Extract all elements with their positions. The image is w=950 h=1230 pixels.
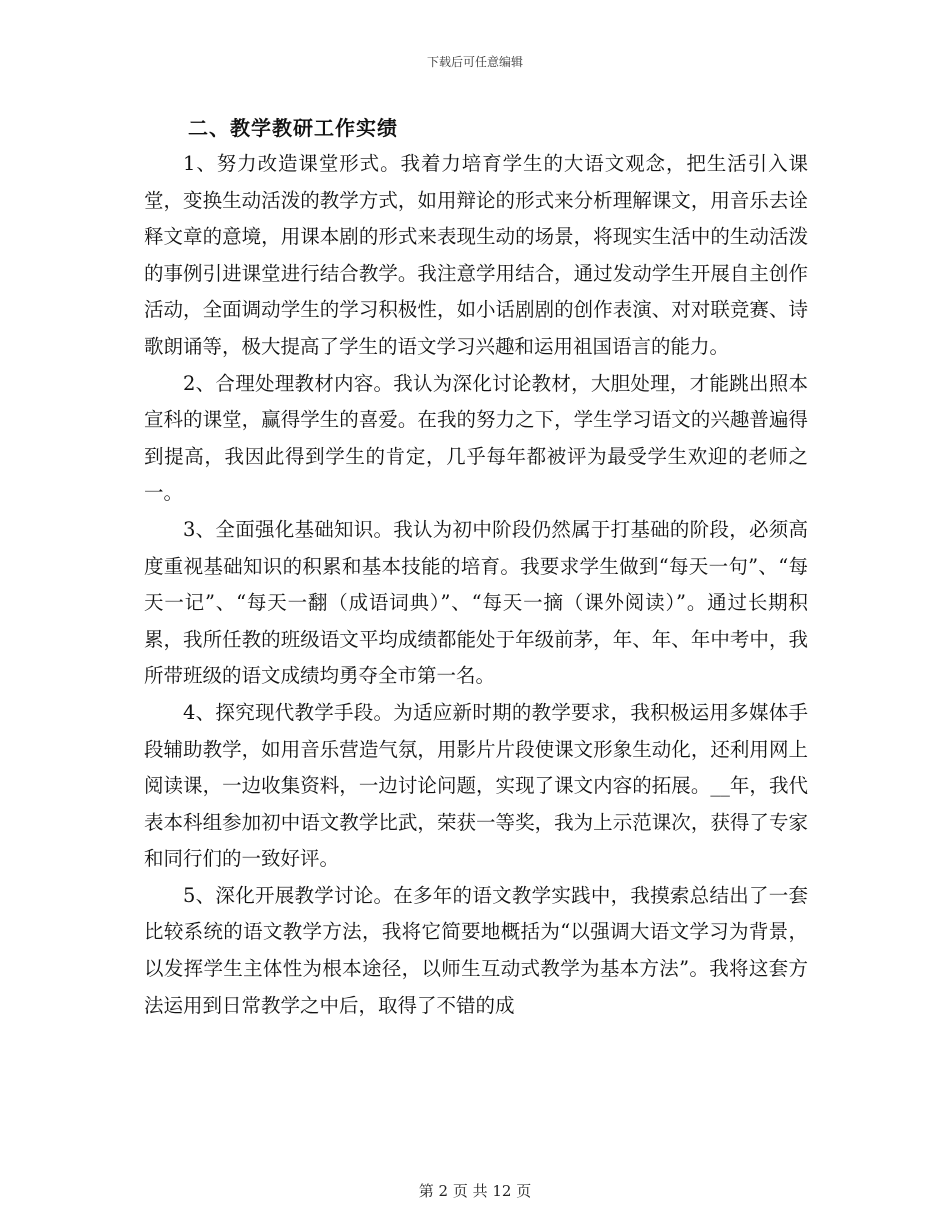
paragraph-3: 3、全面强化基础知识。我认为初中阶段仍然属于打基础的阶段，必须高度重视基础知识的积累和基本技能的培育。我要求学生做到“每天一句”、“每天一记”、“每天一翻（成语词典）”、“每天一摘（课外阅读）”。通过长期积累，我所任教的班级语文平均成绩都能处于年级前茅，年、年、年中考中，我所带班级的语文成绩均勇夺全市第一名。 (144, 517, 808, 688)
page-number: 第 2 页 共 12 页 (418, 1182, 532, 1200)
paragraph-4: 4、探究现代教学手段。为适应新时期的教学要求，我积极运用多媒体手段辅助教学，如用音乐营造气氛，用影片片段使课文形象生动化，还利用网上阅读课，一边收集资料，一边讨论问题，实现了课文内容的拓展。__年，我代表本科组参加初中语文教学比武，荣获一等奖，我为上示范课次，获得了专家和同行们的一致好评。 (144, 700, 808, 871)
page-header-note: 下载后可任意编辑 (426, 55, 523, 69)
paragraph-2: 2、合理处理教材内容。我认为深化讨论教材，大胆处理，才能跳出照本宣科的课堂，赢得学生的喜爱。在我的努力之下，学生学习语文的兴趣普遍得到提高，我因此得到学生的肯定，几乎每年都被评为最受学生欢迎的老师之一。 (144, 371, 808, 505)
document-body (144, 110, 808, 1024)
paragraph-5: 5、深化开展教学讨论。在多年的语文教学实践中，我摸索总结出了一套比较系统的语文教学方法，我将它简要地概括为“以强调大语文学习为背景，以发挥学生主体性为根本途径，以师生互动式教学为基本方法”。我将这套方法运用到日常教学之中后，取得了不错的成 (144, 883, 808, 1017)
section-title: 二、教学教研工作实绩 (188, 116, 398, 140)
paragraph-1: 1、努力改造课堂形式。我着力培育学生的大语文观念，把生活引入课堂，变换生动活泼的教学方式，如用辩论的形式来分析理解课文，用音乐去诠释文章的意境，用课本剧的形式来表现生动的场景，将现实生活中的生动活泼的事例引进课堂进行结合教学。我注意学用结合，通过发动学生开展自主创作活动，全面调动学生的学习积极性，如小话剧剧的创作表演、对对联竞赛、诗歌朗诵等，极大提高了学生的语文学习兴趣和运用祖国语言的能力。 (144, 152, 808, 358)
